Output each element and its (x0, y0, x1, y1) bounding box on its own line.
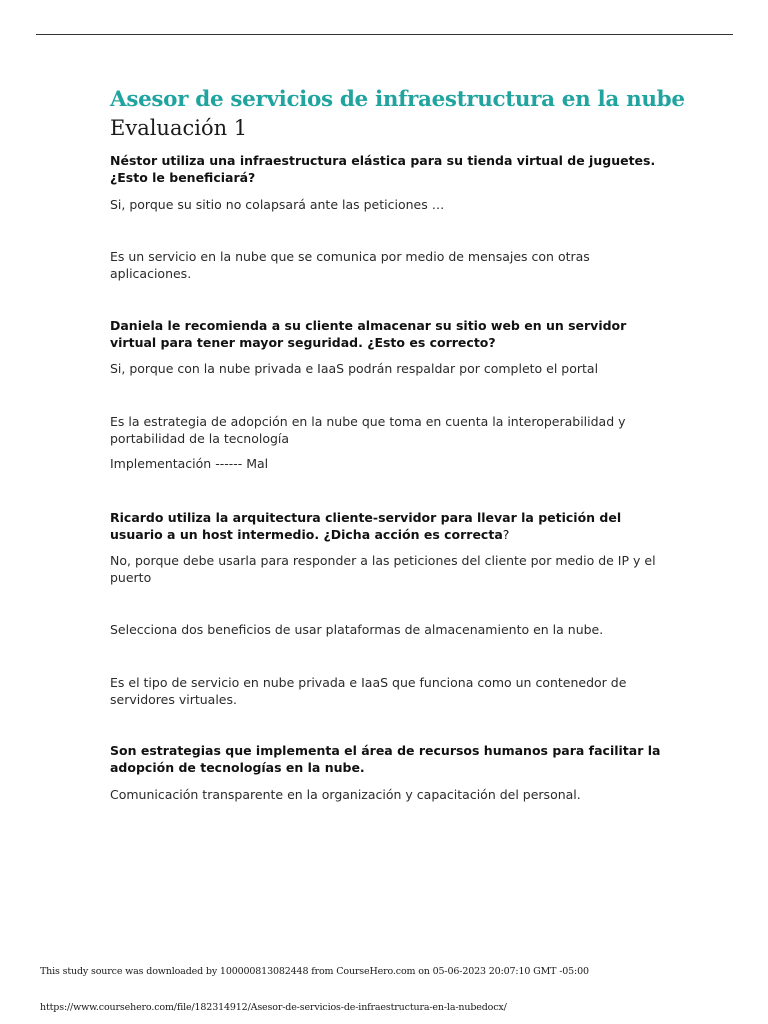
document-title: Asesor de servicios de infraestructura en la nube (110, 87, 685, 112)
answer-service-messages: Es un servicio en la nube que se comunica por medio de mensajes con otras aplicaciones. (110, 249, 590, 281)
question-daniela: Daniela le recomienda a su cliente almacenar su sitio web en un servidor virtual para tener mayor seguridad. ¿Esto es correcto? (110, 318, 627, 350)
question-ricardo-text: Ricardo utiliza la arquitectura cliente-servidor para llevar la petición del usuario a un host intermedio. ¿Dicha acción es correcta (110, 510, 622, 542)
answer-nestor: Si, porque su sitio no colapsará ante las peticiones … (110, 197, 445, 212)
document-header (110, 86, 685, 142)
answer-hr-strategies: Comunicación transparente en la organización y capacitación del personal. (110, 787, 581, 802)
answer-storage-benefits: Selecciona dos beneficios de usar plataformas de almacenamiento en la nube. (110, 622, 604, 637)
answer-adoption-strategy: Es la estrategia de adopción en la nube que toma en cuenta la interoperabilidad y portabilidad de la tecnología (110, 414, 626, 446)
answer-implementation: Implementación ------ Mal (110, 456, 269, 471)
answer-private-cloud: Es el tipo de servicio en nube privada e IaaS que funciona como un contenedor de servidores virtuales. (110, 675, 627, 707)
question-ricardo-mark: ? (502, 526, 510, 542)
answer-daniela: Si, porque con la nube privada e IaaS podrán respaldar por completo el portal (110, 361, 599, 376)
document-subtitle: Evaluación 1 (110, 116, 248, 140)
question-hr-strategies: Son estrategias que implementa el área de recursos humanos para facilitar la adopción de tecnologías en la nube. (110, 743, 661, 775)
answer-ricardo: No, porque debe usarla para responder a las peticiones del cliente por medio de IP y el puerto (110, 553, 656, 585)
footer-source-note: This study source was downloaded by 100000813082448 from CourseHero.com on 05-06-2023 20:07:10 GMT -05:00 (40, 966, 589, 977)
footer-url[interactable]: https://www.coursehero.com/file/182314912/Asesor-de-servicios-de-infraestructura-en-la-nubedocx/ (40, 1002, 507, 1013)
question-ricardo (110, 510, 670, 543)
top-rule (36, 34, 733, 35)
question-nestor: Néstor utiliza una infraestructura elástica para su tienda virtual de juguetes. ¿Esto le beneficiará? (110, 153, 656, 185)
